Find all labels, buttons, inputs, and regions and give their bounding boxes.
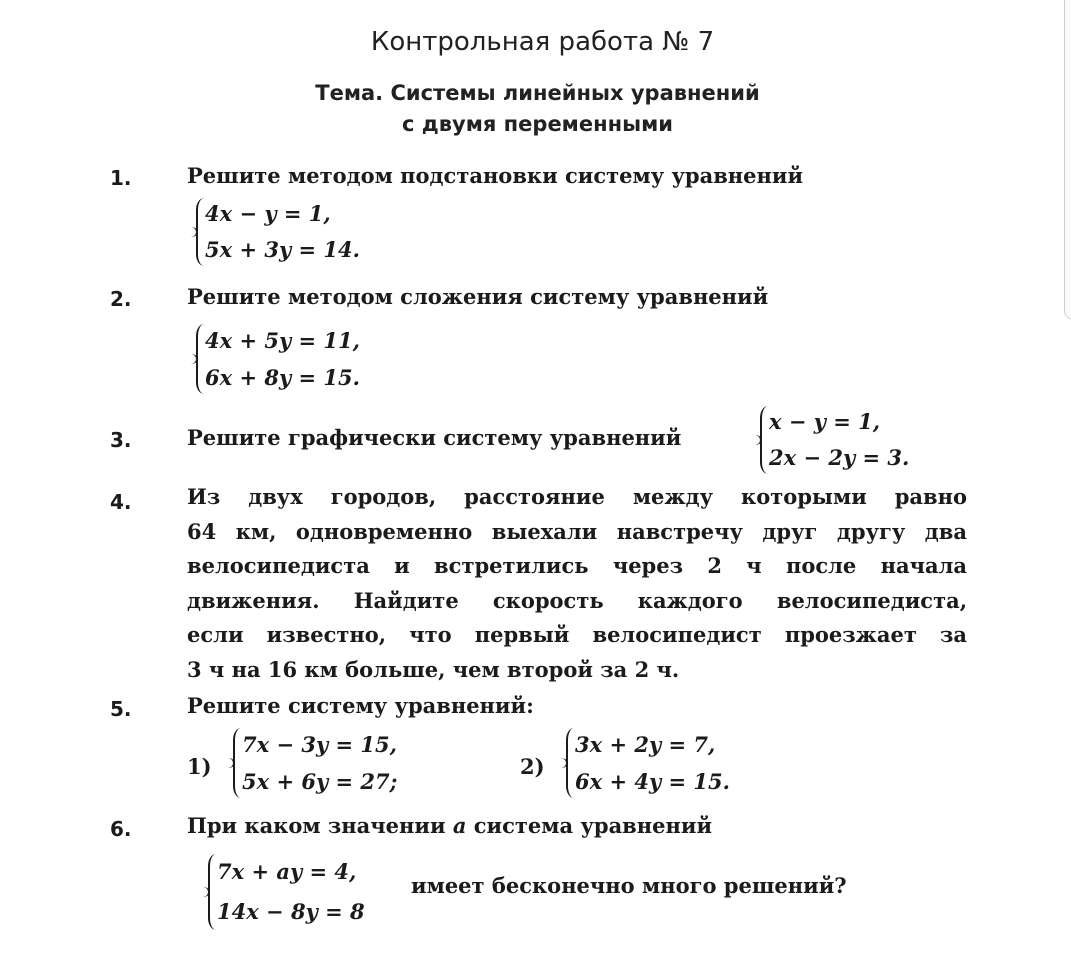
task-5-part-2-equation-2: 6x + 4y = 15. — [575, 769, 730, 794]
task-1-number: 1. — [110, 166, 132, 190]
task-3-number: 3. — [110, 428, 132, 452]
task-4-line-2: 64 км, одновременно выехали навстречу друг другу два — [187, 518, 967, 544]
task-1-system — [196, 196, 360, 268]
task-2-equation-2: 6x + 8y = 15. — [205, 365, 360, 390]
task-6-tail: имеет бесконечно много решений? — [411, 873, 847, 898]
task-5-part-2-label: 2) — [520, 754, 545, 779]
task-2-text: Решите методом сложения систему уравнений — [187, 284, 769, 309]
task-6-equation-1: 7x + ay = 4, — [217, 859, 357, 884]
task-2-number: 2. — [110, 287, 132, 311]
task-5-part-2-equation-1: 3x + 2y = 7, — [575, 732, 716, 757]
task-5-text: Решите систему уравнений: — [187, 693, 534, 718]
task-6-number: 6. — [110, 817, 132, 841]
task-1-equation-2: 5x + 3y = 14. — [205, 237, 360, 262]
task-4-line-5: если известно, что первый велосипедист проезжает за — [187, 622, 967, 647]
task-5-part-2-system — [566, 726, 730, 800]
task-1-equation-1: 4x − y = 1, — [205, 201, 331, 226]
task-5-part-1-equation-2: 5x + 6y = 27; — [242, 769, 398, 794]
task-4-number: 4. — [110, 490, 132, 514]
task-4-line-3: велосипедиста и встретились через 2 ч после начала — [187, 553, 967, 578]
task-4-text — [187, 480, 967, 687]
page-title: Контрольная работа № 7 — [370, 27, 715, 57]
task-3-text: Решите графически систему уравнений — [187, 425, 682, 450]
task-1-text: Решите методом подстановки систему уравнений — [187, 163, 804, 188]
subtitle-line-1: Тема. Системы линейных уравнений — [315, 81, 760, 105]
task-6-variable: a — [452, 813, 467, 838]
task-3-system — [760, 404, 909, 476]
task-6-system — [208, 852, 365, 932]
task-6-text-after: система уравнений — [466, 813, 713, 838]
task-6-text-before: При каком значении — [187, 813, 453, 838]
task-5-part-1-equation-1: 7x − 3y = 15, — [242, 732, 397, 757]
task-3-equation-2: 2x − 2y = 3. — [769, 445, 910, 470]
task-5-part-1-label: 1) — [187, 754, 212, 779]
task-2-system — [196, 322, 360, 396]
task-4-line-4: движения. Найдите скорость каждого велосипедиста, — [187, 587, 967, 613]
subtitle-line-2: с двумя переменными — [402, 112, 673, 136]
task-6-equation-2: 14x − 8y = 8 — [217, 899, 365, 924]
task-2-equation-1: 4x + 5y = 11, — [205, 328, 360, 353]
task-3-equation-1: x − y = 1, — [769, 409, 881, 434]
task-4-line-1: Из двух городов, расстояние между которыми равно — [187, 484, 967, 509]
page-subtitle — [0, 78, 1071, 140]
task-6-text — [187, 813, 712, 838]
task-4-line-6: 3 ч на 16 км больше, чем второй за 2 ч. — [187, 656, 680, 682]
task-5-part-1-system — [233, 726, 397, 800]
task-5-number: 5. — [110, 697, 132, 721]
